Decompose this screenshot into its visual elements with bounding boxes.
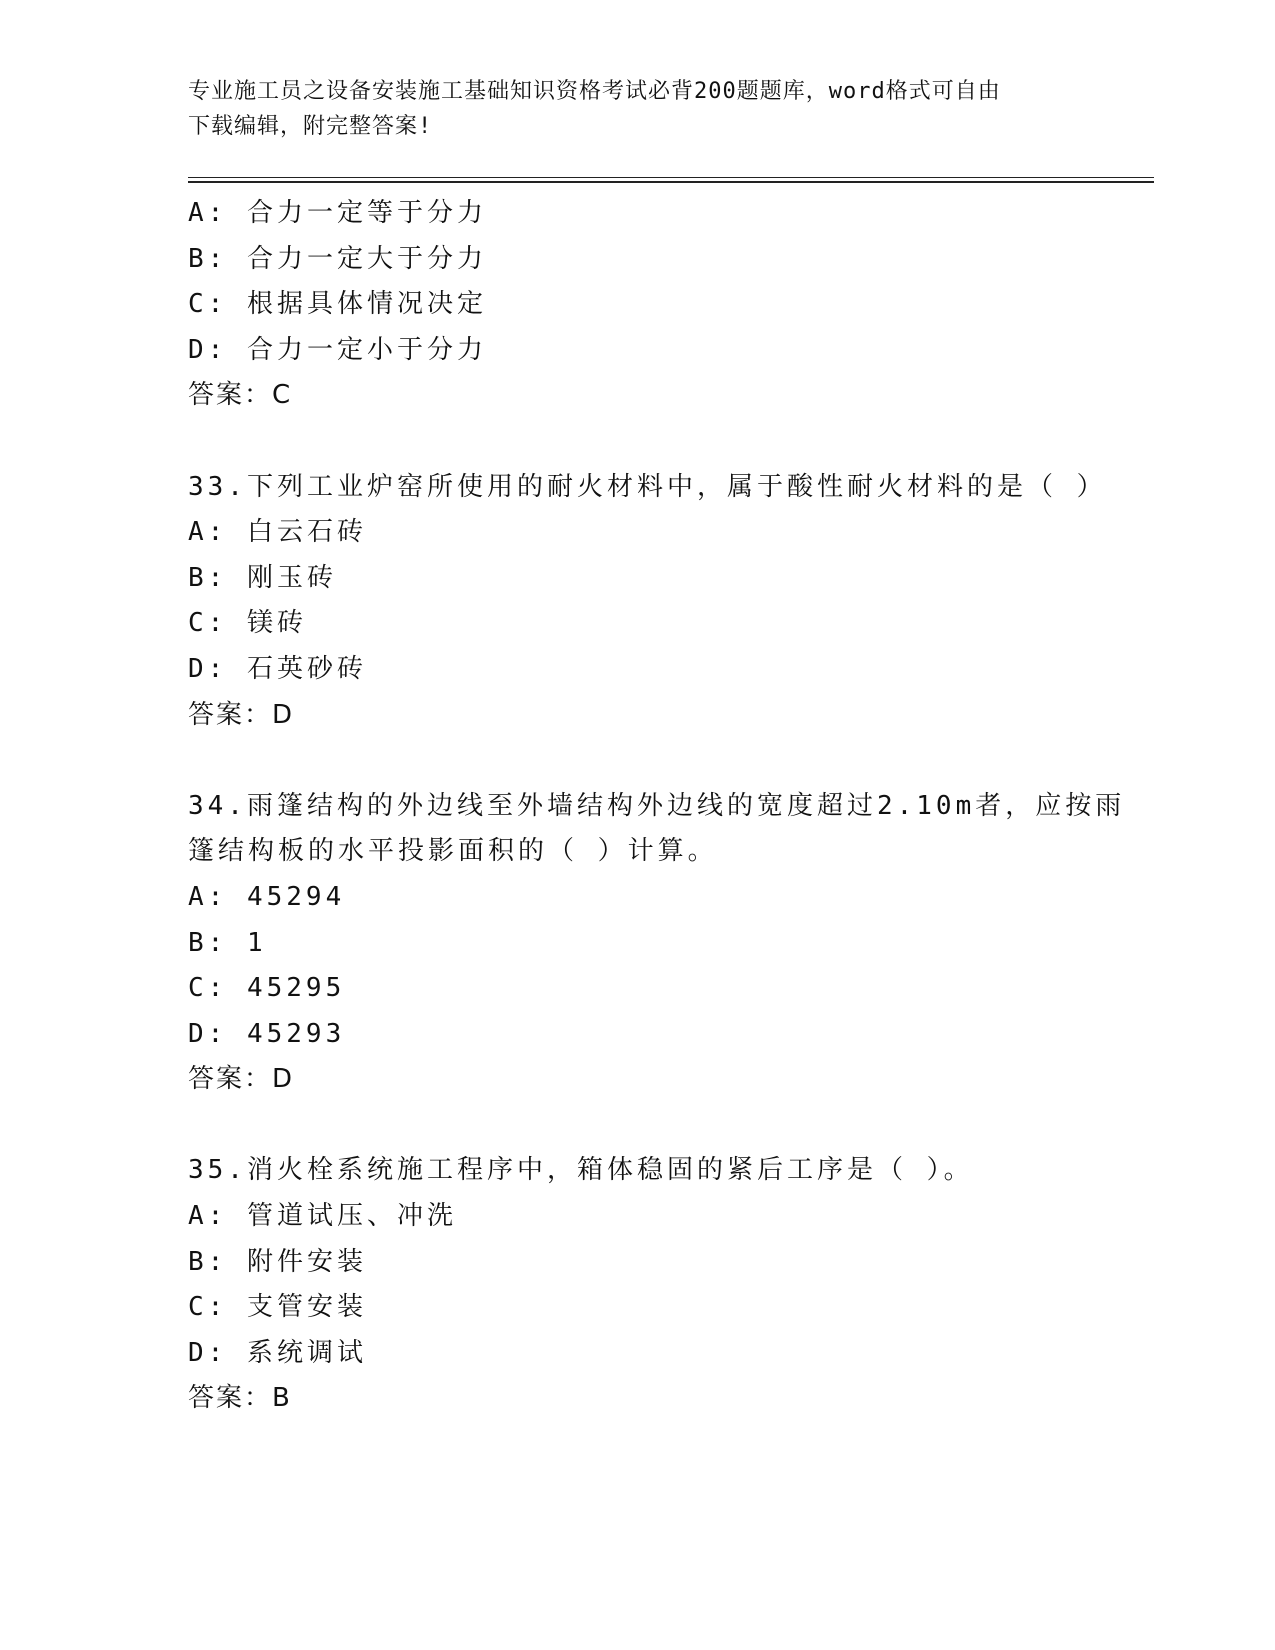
option-a: A: 管道试压、冲洗	[188, 1201, 457, 1232]
question-stem-line-1: 34.雨篷结构的外边线至外墙结构外边线的宽度超过2.10m者，应按雨	[188, 790, 1126, 821]
option-c: C: 根据具体情况决定	[188, 289, 487, 320]
answer-line: 答案：D	[188, 699, 295, 730]
header-divider-thick	[188, 181, 1154, 183]
document-header	[188, 74, 1068, 144]
question-33	[188, 465, 1107, 739]
option-a: A: 45294	[188, 881, 346, 912]
question-stem: 35.消火栓系统施工程序中，箱体稳固的紧后工序是（ ）。	[188, 1155, 974, 1186]
header-line-2: 下载编辑，附完整答案!	[188, 114, 433, 139]
spacer	[188, 738, 1088, 784]
question-stem-line-2: 篷结构板的水平投影面积的（ ）计算。	[188, 836, 718, 867]
spacer	[188, 419, 1088, 465]
option-a: A: 合力一定等于分力	[188, 198, 487, 228]
option-c: C: 45295	[188, 973, 346, 1004]
option-d: D: 45293	[188, 1018, 346, 1049]
option-c: C: 镁砖	[188, 608, 307, 639]
option-d: D: 合力一定小于分力	[188, 334, 487, 365]
option-b: B: 刚玉砖	[188, 562, 337, 593]
header-divider-thin	[188, 177, 1154, 178]
question-35	[188, 1148, 1088, 1422]
answer-line: 答案：C	[188, 380, 293, 411]
spacer	[188, 1103, 1088, 1149]
question-34	[188, 784, 1126, 1103]
question-32-continued	[188, 191, 1088, 419]
option-b: B: 1	[188, 927, 267, 958]
option-d: D: 石英砂砖	[188, 653, 367, 684]
option-b: B: 附件安装	[188, 1246, 367, 1277]
option-c: C: 支管安装	[188, 1292, 367, 1323]
question-list	[188, 191, 1126, 1422]
option-b: B: 合力一定大于分力	[188, 243, 487, 274]
option-a: A: 白云石砖	[188, 517, 367, 548]
question-stem: 33.下列工业炉窑所使用的耐火材料中，属于酸性耐火材料的是（ ）	[188, 471, 1107, 502]
header-line-1: 专业施工员之设备安装施工基础知识资格考试必背200题题库，word格式可自由	[188, 79, 1001, 104]
option-d: D: 系统调试	[188, 1337, 367, 1368]
answer-line: 答案：D	[188, 1064, 295, 1095]
answer-line: 答案：B	[188, 1383, 292, 1414]
